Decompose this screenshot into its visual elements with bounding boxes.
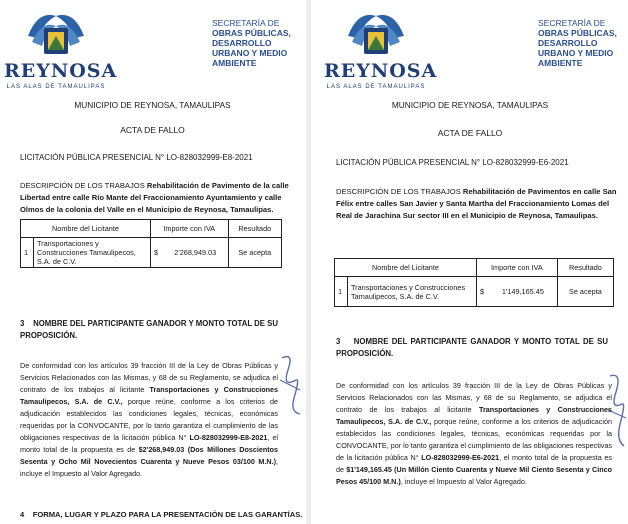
secretaria-line: AMBIENTE [538,58,583,68]
secretaria-line: OBRAS PÚBLICAS, [538,28,617,38]
logo-wordmark: REYNOSA [324,60,438,82]
row-number: 1 [335,277,348,307]
reynosa-logo [324,4,438,98]
bid-amount: 1'149,165.45 [489,277,557,307]
section-title: NOMBRE DEL PARTICIPANTE GANADOR Y MONTO TOTAL DE SU PROPOSICIÓN. [20,319,278,340]
document-page-right [312,0,628,524]
section-title: FORMA, LUGAR Y PLAZO PARA LA PRESENTACIÓN DE LAS GARANTÍAS. [32,510,303,519]
bid-result: Se acepta [228,238,281,268]
secretaria-line: URBANO Y MEDIO [212,48,288,58]
description-text: Rehabilitación de Pavimentos en calle San Félix entre calles San Javier y Santa Martha del Fraccionamiento Lomas del Real de Jarachina Sur sector III en el Municipio de Reynosa, Tamaulipas. [336,187,617,220]
secretaria-line: AMBIENTE [212,58,257,68]
logo-tagline: LAS ALAS DE TAMAULIPAS [326,84,426,90]
table-row [335,277,614,307]
paragraph-text: , el monto total de la propuesta es de [20,433,278,454]
bidder-name: Transportaciones y Construcciones Tamaulipecos, S.A. de C.V. [348,277,477,307]
acta-title: ACTA DE FALLO [437,128,503,138]
bid-amount: 2'268,949.03 [163,238,228,268]
col-header-amount: Importe con IVA [477,259,558,277]
currency-sign: $ [151,238,164,268]
winner-name: Transportaciones y Construcciones Tamaulipecos, S.A. de C.V., [20,385,278,406]
licitacion-number: LICITACIÓN PÚBLICA PRESENCIAL N° LO-828032999-E8-2021 [20,153,253,162]
total-amount: $1'149,165.45 (Un Millón Ciento Cuarenta y Nueve Mil Ciento Sesenta y Cinco Pesos 45/100 M.N.) [336,465,612,486]
signature-mark-icon [276,350,304,420]
paragraph-text: , incluye el Impuesto al Valor Agregado. [20,457,278,478]
col-header-result: Resultado [557,259,613,277]
bid-result: Se acepta [557,277,613,307]
award-paragraph [20,360,278,480]
document-page-left [0,0,305,524]
section-number: 4 [20,510,25,519]
secretaria-line: OBRAS PÚBLICAS, [212,28,291,38]
secretaria-line: SECRETARÍA DE [212,18,280,28]
licitacion-number: LICITACIÓN PÚBLICA PRESENCIAL N° LO-828032999-E6-2021 [336,158,569,167]
description-label: DESCRIPCIÓN DE LOS TRABAJOS [20,181,145,190]
winner-name: Transportaciones y Construcciones Tamaulipecos, S.A. de C.V., [336,405,612,426]
section-4-heading [20,510,305,519]
secretaria-line: DESARROLLO [212,38,272,48]
paragraph-text: , incluye el Impuesto al Valor Agregado. [400,477,527,486]
paragraph-text: De conformidad con los artículos 39 fracción III de la Ley de Obras Públicas y Servicios Relacionados con las Mismas, y 68 de su Reglamento, se adjudica el contrato de los trabajos al licitante [20,361,278,394]
page-divider [306,0,311,524]
secretaria-title [538,18,617,68]
paragraph-text: De conformidad con los artículos 39 fracción III de la Ley de Obras Públicas y Servicios Relacionados con las Mismas, y 68 de su Reglamento, se adjudica el contrato de los trabajos al licitante [336,381,612,414]
reynosa-logo [4,4,118,98]
municipio-heading: MUNICIPIO DE REYNOSA, TAMAULIPAS [74,100,231,110]
bidders-table [20,219,282,268]
paragraph-text: , el monto total de la propuesta es de [336,453,612,474]
work-description [336,186,626,222]
paragraph-text: porque reúne, conforme a los criterios de adjudicación establecidos las condiciones legales, técnicas, económicas requeridas por la CONVOCANTE, por lo tanto garantiza el cumplimiento de las obligaciones respectivas de la licitación pública N° [336,417,612,462]
section-number: 3 [20,319,25,328]
licitacion-ref: LO-828032999-E6-2021 [421,453,500,462]
section-3-heading [20,318,278,342]
row-number: 1 [21,238,34,268]
wings-emblem-icon [26,6,86,60]
wings-emblem-icon [346,6,406,60]
logo-tagline: LAS ALAS DE TAMAULIPAS [6,84,106,90]
section-3-heading [336,336,608,360]
licitacion-ref: LO-828032999-E8-2021 [189,433,268,442]
paragraph-text: porque reúne, conforme a los criterios de adjudicación establecidos las condiciones legales, técnicas, económicas requeridas por la CONVOCANTE, por lo tanto garantiza el cumplimiento de las obligaciones respectivas de la licitación pública N° [20,397,278,442]
section-title: NOMBRE DEL PARTICIPANTE GANADOR Y MONTO TOTAL DE SU PROPOSICIÓN. [336,337,608,358]
work-description [20,180,304,216]
col-header-name: Nombre del Licitante [335,259,477,277]
acta-title: ACTA DE FALLO [120,125,185,135]
col-header-name: Nombre del Licitante [21,220,151,238]
total-amount: $2'268,949.03 (Dos Millones Doscientos Sesenta y Ocho Mil Novecientos Cuarenta y Nueve Pesos 03/100 M.N.) [20,445,278,466]
description-text: Rehabilitación de Pavimento de la calle Libertad entre calle Río Mante del Fraccionamiento Ayuntamiento y calle Olmos de la colonia del Valle en el Municipio de Reynosa, Tamaulipas. [20,181,289,214]
award-paragraph [336,380,612,488]
logo-wordmark: REYNOSA [4,60,118,82]
table-row [21,238,282,268]
municipio-heading: MUNICIPIO DE REYNOSA, TAMAULIPAS [391,100,549,110]
secretaria-line: DESARROLLO [538,38,598,48]
secretaria-line: SECRETARÍA DE [538,18,606,28]
currency-sign: $ [477,277,490,307]
signature-mark-icon [606,370,628,450]
section-number: 3 [336,337,341,346]
col-header-result: Resultado [228,220,281,238]
secretaria-line: URBANO Y MEDIO [538,48,614,58]
secretaria-title [212,18,291,68]
col-header-amount: Importe con IVA [151,220,229,238]
letterhead [312,4,628,100]
bidder-name: Transportaciones y Construcciones Tamaulipecos, S.A. de C.V. [34,238,151,268]
description-label: DESCRIPCIÓN DE LOS TRABAJOS [336,187,461,196]
bidders-table [334,258,614,307]
letterhead [0,4,305,100]
